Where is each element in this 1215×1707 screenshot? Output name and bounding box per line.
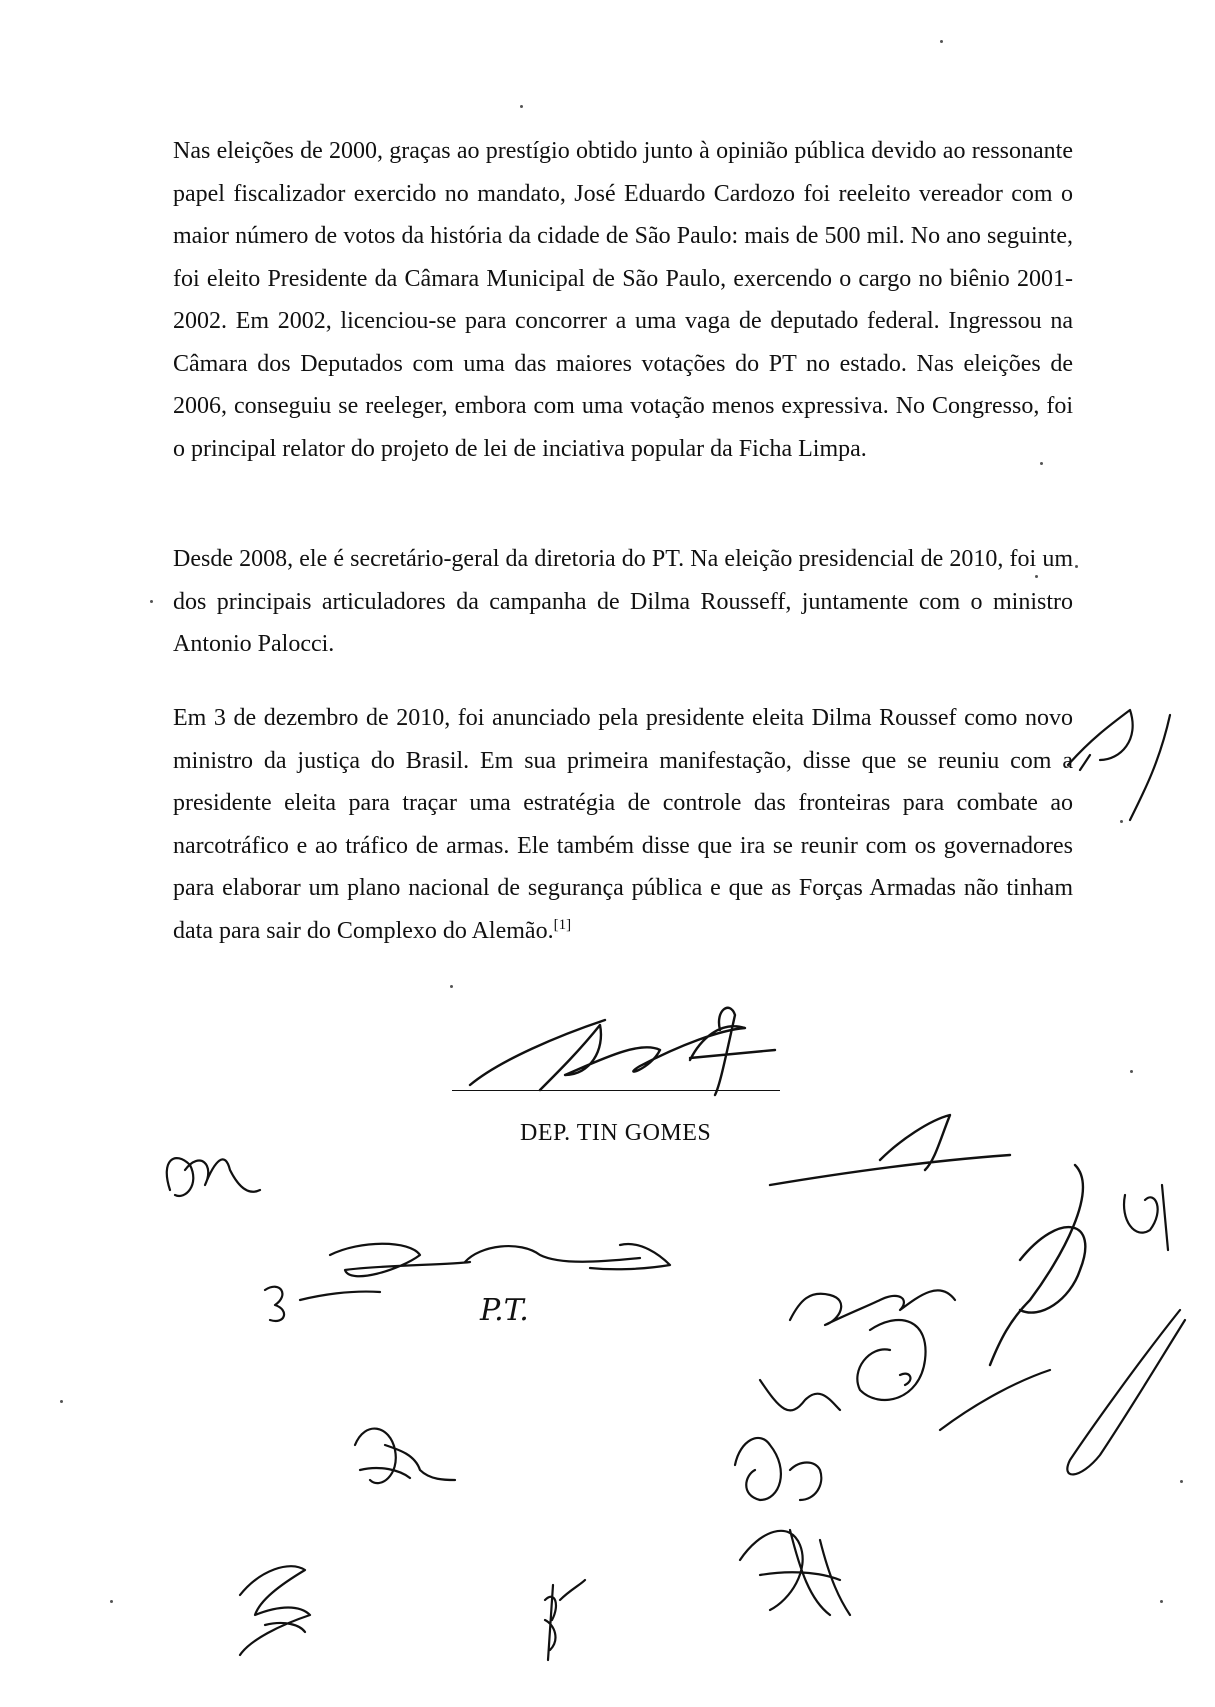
signature-pt	[265, 1244, 670, 1321]
signature-margin-initials	[1068, 710, 1170, 820]
signature-bottom-right	[740, 1530, 850, 1615]
handwritten-pt-note: P.T.	[480, 1293, 529, 1328]
paragraph-secretary: Desde 2008, ele é secretário-geral da diretoria do PT. Na eleição presidencial de 2010, foi um dos principais articuladores da campanha de Dilma Rousseff, juntamente com o ministro Antonio Palocci.	[173, 546, 1073, 657]
signature-right-5	[735, 1320, 926, 1500]
signature-right-1	[770, 1115, 1085, 1365]
signature-left-1	[167, 1158, 260, 1196]
signature-left-4	[545, 1580, 585, 1660]
signature-main	[470, 1008, 775, 1095]
signature-right-2	[790, 1290, 955, 1325]
paragraph-minister-text: Em 3 de dezembro de 2010, foi anunciado pela presidente eleita Dilma Roussef como novo ministro da justiça do Brasil. Em sua primeira manifestação, disse que se reuniu com a presidente eleita para traçar uma estratégia de controle das fronteiras para combate ao narcotráfico e ao tráfico de armas. Ele também disse que ira se reunir com os governadores para elaborar um plano nacional de segurança pública e que as Forças Armadas não tinham data para sair do Complexo do Alemão.	[173, 705, 1073, 944]
signature-left-3	[240, 1566, 310, 1655]
signature-right-3	[1124, 1185, 1168, 1250]
signature-left-2	[355, 1429, 455, 1484]
signatory-name: DEP. TIN GOMES	[520, 1120, 712, 1146]
signature-right-4	[940, 1310, 1185, 1474]
reference-marker: [1]	[553, 916, 572, 933]
paragraph-elections: Nas eleições de 2000, graças ao prestígio obtido junto à opinião pública devido ao ressonante papel fiscalizador exercido no mandato, José Eduardo Cardozo foi reeleito vereador com o maior número de votos da história da cidade de São Paulo: mais de 500 mil. No ano seguinte, foi eleito Presidente da Câmara Municipal de São Paulo, exercendo o cargo no biênio 2001-2002. Em 2002, licenciou-se para concorrer a uma vaga de deputado federal. Ingressou na Câmara dos Deputados com uma das maiores votações do PT no estado. Nas eleições de 2006, conseguiu se reeleger, embora com uma votação menos expressiva. No Congresso, foi o principal relator do projeto de lei de inciativa popular da Ficha Limpa.	[173, 138, 1073, 462]
